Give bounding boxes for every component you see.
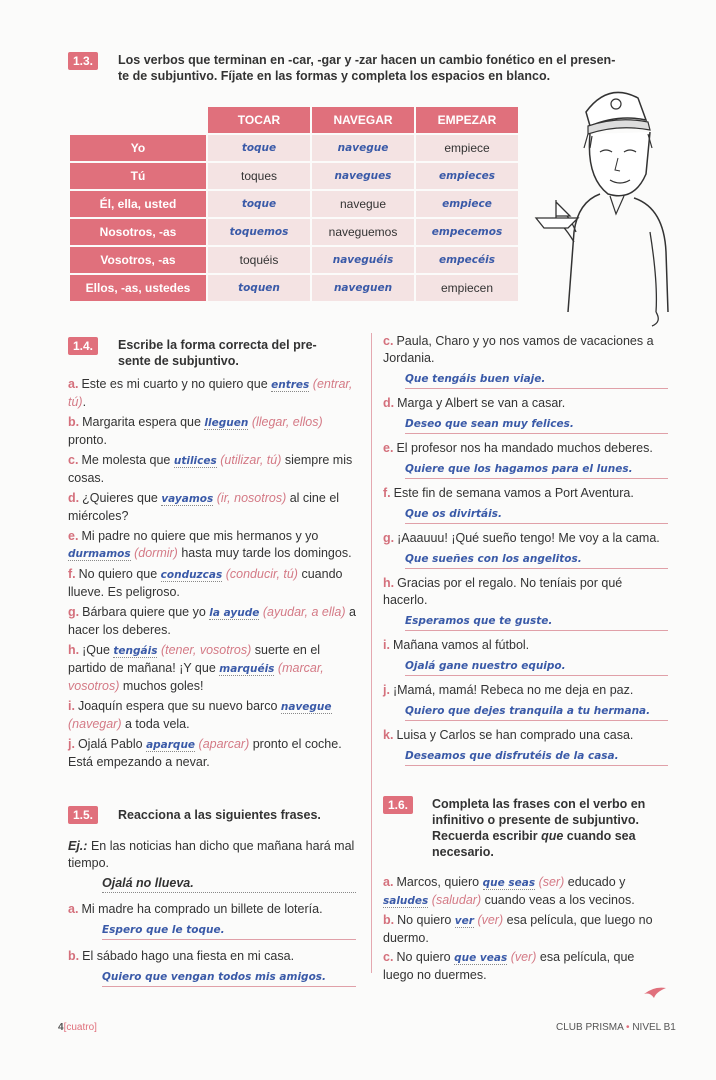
hint-text: (ir, nosotros): [216, 491, 287, 505]
item-letter: c.: [383, 950, 394, 964]
answer-line[interactable]: [405, 657, 668, 676]
instruction-line: Escribe la forma correcta del pre-: [118, 338, 317, 352]
hint-text: (entrar, tú): [68, 377, 353, 409]
table-row: [70, 275, 518, 301]
item-letter: i.: [68, 699, 75, 713]
item-text: suerte en el partido de mañana! ¡Y que: [68, 643, 321, 675]
table-row: [70, 135, 518, 161]
answer-text: Quiere que los hagamos para el lunes.: [405, 463, 633, 475]
table-cell: toque: [208, 135, 310, 161]
page-arrow-icon[interactable]: [642, 984, 668, 1000]
item-text: En las noticias han dicho que mañana hará mal tiempo.: [68, 839, 355, 870]
item-text: a hacer los deberes.: [68, 605, 356, 637]
blank-field[interactable]: [146, 737, 195, 752]
list-item: [383, 727, 668, 766]
table-row-header: Él, ella, usted: [70, 191, 206, 217]
item-text: Marcos, quiero: [396, 875, 483, 889]
table-header: NAVEGAR: [312, 107, 414, 133]
answer-text: que veas: [454, 952, 508, 964]
table-cell: toquen: [208, 275, 310, 301]
instruction-text: Recuerda escribir: [432, 829, 542, 843]
table-row: [70, 247, 518, 273]
answer-text: vayamos: [161, 493, 214, 505]
item-text: pronto el coche. Está empezando a nevar.: [68, 737, 342, 769]
list-item: [68, 698, 356, 733]
instruction-line: Los verbos que terminan en -car, -gar y -zar hacen un cambio fonético en el presen-: [118, 53, 616, 67]
item-letter: b.: [68, 415, 80, 429]
list-item: [68, 452, 356, 487]
item-letter: e.: [383, 441, 394, 455]
item-text: ¡Que: [82, 643, 114, 657]
list-item: [68, 901, 356, 940]
item-text: Margarita espera que: [82, 415, 205, 429]
item-text: El sábado hago una fiesta en mi casa.: [82, 949, 295, 963]
item-letter: g.: [68, 605, 80, 619]
answer-text: durmamos: [68, 548, 131, 560]
blank-field[interactable]: [113, 643, 157, 658]
item-letter: b.: [68, 949, 80, 963]
exercise-1-4-list: [68, 376, 356, 774]
footer-book-info: [556, 1022, 676, 1033]
list-item: [68, 490, 356, 525]
table-cell: naveguen: [312, 275, 414, 301]
answer-text: Deseo que sean muy felices.: [405, 418, 574, 430]
instruction-line: Completa las frases con el verbo en: [432, 797, 646, 811]
badge-1-4: 1.4.: [68, 337, 98, 355]
hint-text: (dormir): [134, 546, 178, 560]
blank-field[interactable]: [209, 605, 259, 620]
item-text: ¡Aaauuu! ¡Qué sueño tengo! Me voy a la cama.: [397, 531, 660, 545]
item-text: Ojalá Pablo: [77, 737, 147, 751]
blank-field[interactable]: [483, 875, 535, 890]
instruction-1-6: [432, 796, 672, 860]
answer-line[interactable]: [405, 550, 668, 569]
item-letter: k.: [383, 728, 394, 742]
list-item: [383, 575, 668, 631]
list-item: [383, 530, 668, 569]
table-cell: empieces: [416, 163, 518, 189]
table-row-header: Tú: [70, 163, 206, 189]
table-cell: navegues: [312, 163, 414, 189]
answer-line[interactable]: [405, 612, 668, 631]
table-cell: toquéis: [208, 247, 310, 273]
answer-line: [102, 875, 356, 893]
table-cell: toque: [208, 191, 310, 217]
item-text: educado y: [564, 875, 626, 889]
blank-field[interactable]: [454, 950, 507, 965]
answer-text: Quiero que vengan todos mis amigos.: [102, 971, 327, 983]
item-text: Este fin de semana vamos a Port Aventura.: [393, 486, 634, 500]
item-text: ¿Quieres que: [82, 491, 162, 505]
answer-line[interactable]: [405, 702, 668, 721]
answer-line[interactable]: [405, 415, 668, 434]
item-text: Mi padre no quiere que mis hermanos y yo: [81, 529, 319, 543]
table-cell: empiece: [416, 135, 518, 161]
answer-text: Deseamos que disfrutéis de la casa.: [405, 750, 619, 762]
hint-text: (saludar): [431, 893, 482, 907]
answer-text: utilices: [173, 455, 217, 467]
answer-text: la ayude: [209, 607, 260, 619]
list-item: [68, 604, 356, 639]
answer-line[interactable]: [102, 921, 356, 940]
item-text: Joaquín espera que su nuevo barco: [77, 699, 281, 713]
hint-text: (ayudar, a ella): [262, 605, 346, 619]
table-row: [70, 219, 518, 245]
item-letter: f.: [68, 567, 76, 581]
item-text: pronto.: [68, 433, 107, 447]
instruction-line: [432, 828, 672, 844]
instruction-1-4: [118, 337, 358, 369]
item-letter: h.: [68, 643, 80, 657]
hint-text: (utilizar, tú): [220, 453, 282, 467]
answer-text: Espero que le toque.: [102, 924, 225, 936]
exercise-1-4-continued: [383, 333, 668, 772]
table-cell: navegue: [312, 135, 414, 161]
table-cell: naveguemos: [312, 219, 414, 245]
list-item: [68, 528, 356, 563]
item-letter: c.: [68, 453, 79, 467]
table-row-header: Yo: [70, 135, 206, 161]
table-header: TOCAR: [208, 107, 310, 133]
blank-field[interactable]: [271, 377, 309, 392]
list-item: [383, 395, 668, 434]
table-cell: empecemos: [416, 219, 518, 245]
list-item: [68, 566, 356, 601]
paper-boat-icon: [534, 198, 580, 230]
hint-text: (ver): [477, 913, 504, 927]
answer-text: ver: [454, 915, 474, 927]
table-row: [70, 163, 518, 189]
answer-line[interactable]: [405, 747, 668, 766]
table-corner: [70, 107, 206, 133]
instruction-line: sente de subjuntivo.: [118, 354, 239, 368]
item-text: Gracias por el regalo. No teníais por qué hacerlo.: [383, 576, 623, 607]
table-cell: navegue: [312, 191, 414, 217]
hint-text: (llegar, ellos): [251, 415, 323, 429]
hint-text: (conducir, tú): [225, 567, 298, 581]
blank-field[interactable]: [161, 567, 223, 582]
exercise-1-6-list: [383, 874, 668, 986]
item-letter: j.: [68, 737, 75, 751]
page-number-word: [cuatro]: [63, 1022, 97, 1033]
page-number: [58, 1022, 97, 1033]
item-letter: c.: [383, 334, 394, 348]
hint-text: (ver): [510, 950, 537, 964]
item-text: Mañana vamos al fútbol.: [392, 638, 530, 652]
item-text: siempre mis cosas.: [68, 453, 353, 485]
answer-text: tengáis: [113, 645, 158, 657]
table-row: [70, 191, 518, 217]
blank-field[interactable]: [174, 453, 217, 468]
answer-text: Quiero que dejes tranquila a tu hermana.: [405, 705, 651, 717]
item-text: Bárbara quiere que yo: [82, 605, 210, 619]
badge-1-6: 1.6.: [383, 796, 413, 814]
item-text: cuando veas a los vecinos.: [481, 893, 635, 907]
instruction-line: te de subjuntivo. Fíjate en las formas y completa los espacios en blanco.: [118, 69, 551, 83]
item-letter: g.: [383, 531, 395, 545]
answer-text: Que tengáis buen viaje.: [405, 373, 546, 385]
item-text: a toda vela.: [121, 717, 190, 731]
item-text: ¡Mamá, mamá! Rebeca no me deja en paz.: [392, 683, 634, 697]
page-number-digit: 4: [58, 1022, 64, 1033]
instruction-text: cuando sea: [563, 829, 636, 843]
list-item: [383, 874, 668, 910]
answer-line[interactable]: [102, 968, 356, 987]
column-divider: [371, 333, 372, 973]
item-text: .: [82, 395, 87, 409]
item-text: Mi madre ha comprado un billete de lotería.: [81, 902, 323, 916]
table-row-header: Ellos, -as, ustedes: [70, 275, 206, 301]
exercise-1-5-list: [68, 838, 356, 995]
list-item: [383, 485, 668, 524]
item-text: Este es mi cuarto y no quiero que: [81, 377, 272, 391]
list-item: [383, 949, 668, 984]
instruction-line: necesario.: [432, 845, 494, 859]
item-letter: h.: [383, 576, 395, 590]
book-title: CLUB PRISMA: [556, 1022, 624, 1033]
item-text: hasta muy tarde los domingos.: [177, 546, 352, 560]
blank-field[interactable]: [161, 491, 213, 506]
blank-field[interactable]: [281, 699, 332, 714]
item-letter: d.: [383, 396, 395, 410]
item-letter: f.: [383, 486, 391, 500]
list-item: [383, 440, 668, 479]
table-header-row: [70, 107, 518, 133]
badge-1-5: 1.5.: [68, 806, 98, 824]
instruction-1-3: [118, 52, 678, 84]
blank-field[interactable]: [204, 415, 248, 430]
list-item: [68, 736, 356, 771]
blank-field[interactable]: [383, 893, 428, 908]
instruction-line: infinitivo o presente de subjuntivo.: [432, 813, 639, 827]
instruction-1-5: Reacciona a las siguientes frases.: [118, 808, 321, 822]
hint-text: (ser): [538, 875, 565, 889]
example-label: Ej.:: [68, 839, 88, 853]
list-item: [383, 637, 668, 676]
list-item: [383, 682, 668, 721]
item-letter: i.: [383, 638, 390, 652]
list-item: [68, 376, 356, 411]
hint-text: (tener, vosotros): [160, 643, 252, 657]
item-letter: e.: [68, 529, 79, 543]
table-row-header: Nosotros, -as: [70, 219, 206, 245]
item-letter: d.: [68, 491, 80, 505]
item-text: cuando llueve. Es peligroso.: [68, 567, 343, 599]
answer-text: marquéis: [219, 663, 275, 675]
answer-text: saludes: [383, 895, 429, 907]
hint-text: (aparcar): [198, 737, 250, 751]
table-cell: empiecen: [416, 275, 518, 301]
item-text: Me molesta que: [81, 453, 174, 467]
item-text: esa película, que luego no duermo.: [383, 913, 653, 945]
hint-text: (navegar): [68, 717, 122, 731]
answer-text: que seas: [482, 877, 536, 889]
answer-line[interactable]: [405, 460, 668, 479]
hint-text: (marcar, vosotros): [68, 661, 324, 693]
item-letter: a.: [68, 377, 79, 391]
item-text: No quiero: [396, 950, 455, 964]
instruction-emphasis: que: [541, 829, 564, 843]
table-cell: naveguéis: [312, 247, 414, 273]
answer-text: Esperamos que te guste.: [405, 615, 553, 627]
answer-line[interactable]: [405, 505, 668, 524]
answer-text: navegue: [280, 701, 332, 713]
book-level: NIVEL B1: [632, 1022, 676, 1033]
answer-text: lleguen: [204, 417, 249, 429]
list-item: [383, 333, 668, 389]
example-answer: Ojalá no llueva.: [102, 876, 194, 890]
blank-field[interactable]: [219, 661, 274, 676]
item-text: Marga y Albert se van a casar.: [397, 396, 566, 410]
item-text: al cine el miércoles?: [68, 491, 340, 523]
list-item: [68, 414, 356, 449]
item-letter: j.: [383, 683, 390, 697]
answer-text: aparque: [146, 739, 196, 751]
list-item: [68, 948, 356, 987]
blank-field[interactable]: [68, 546, 131, 561]
answer-text: Que sueñes con los angelitos.: [405, 553, 582, 565]
item-text: Paula, Charo y yo nos vamos de vacaciones a Jordania.: [383, 334, 654, 365]
table-row-header: Vosotros, -as: [70, 247, 206, 273]
item-text: Luisa y Carlos se han comprado una casa.: [396, 728, 634, 742]
table-cell: toques: [208, 163, 310, 189]
badge-1-3: 1.3.: [68, 52, 98, 70]
item-letter: a.: [68, 902, 79, 916]
answer-text: conduzcas: [160, 569, 223, 581]
answer-text: entres: [271, 379, 310, 391]
item-text: El profesor nos ha mandado muchos deberes.: [396, 441, 653, 455]
blank-field[interactable]: [455, 913, 474, 928]
list-item: [68, 642, 356, 695]
list-item: [383, 912, 668, 947]
example-item: [68, 838, 356, 893]
answer-line[interactable]: [405, 370, 668, 389]
table-cell: empecéis: [416, 247, 518, 273]
footer-bullet: •: [626, 1022, 630, 1033]
table-cell: empiece: [416, 191, 518, 217]
item-letter: b.: [383, 913, 395, 927]
answer-text: Ojalá gane nuestro equipo.: [405, 660, 566, 672]
item-text: muchos goles!: [119, 679, 204, 693]
item-text: No quiero: [397, 913, 455, 927]
item-letter: a.: [383, 875, 394, 889]
item-text: No quiero que: [78, 567, 161, 581]
item-text: esa película, que luego no duermes.: [383, 950, 635, 982]
answer-text: Que os divirtáis.: [405, 508, 502, 520]
conjugation-table: [68, 105, 520, 303]
table-cell: toquemos: [208, 219, 310, 245]
table-header: EMPEZAR: [416, 107, 518, 133]
